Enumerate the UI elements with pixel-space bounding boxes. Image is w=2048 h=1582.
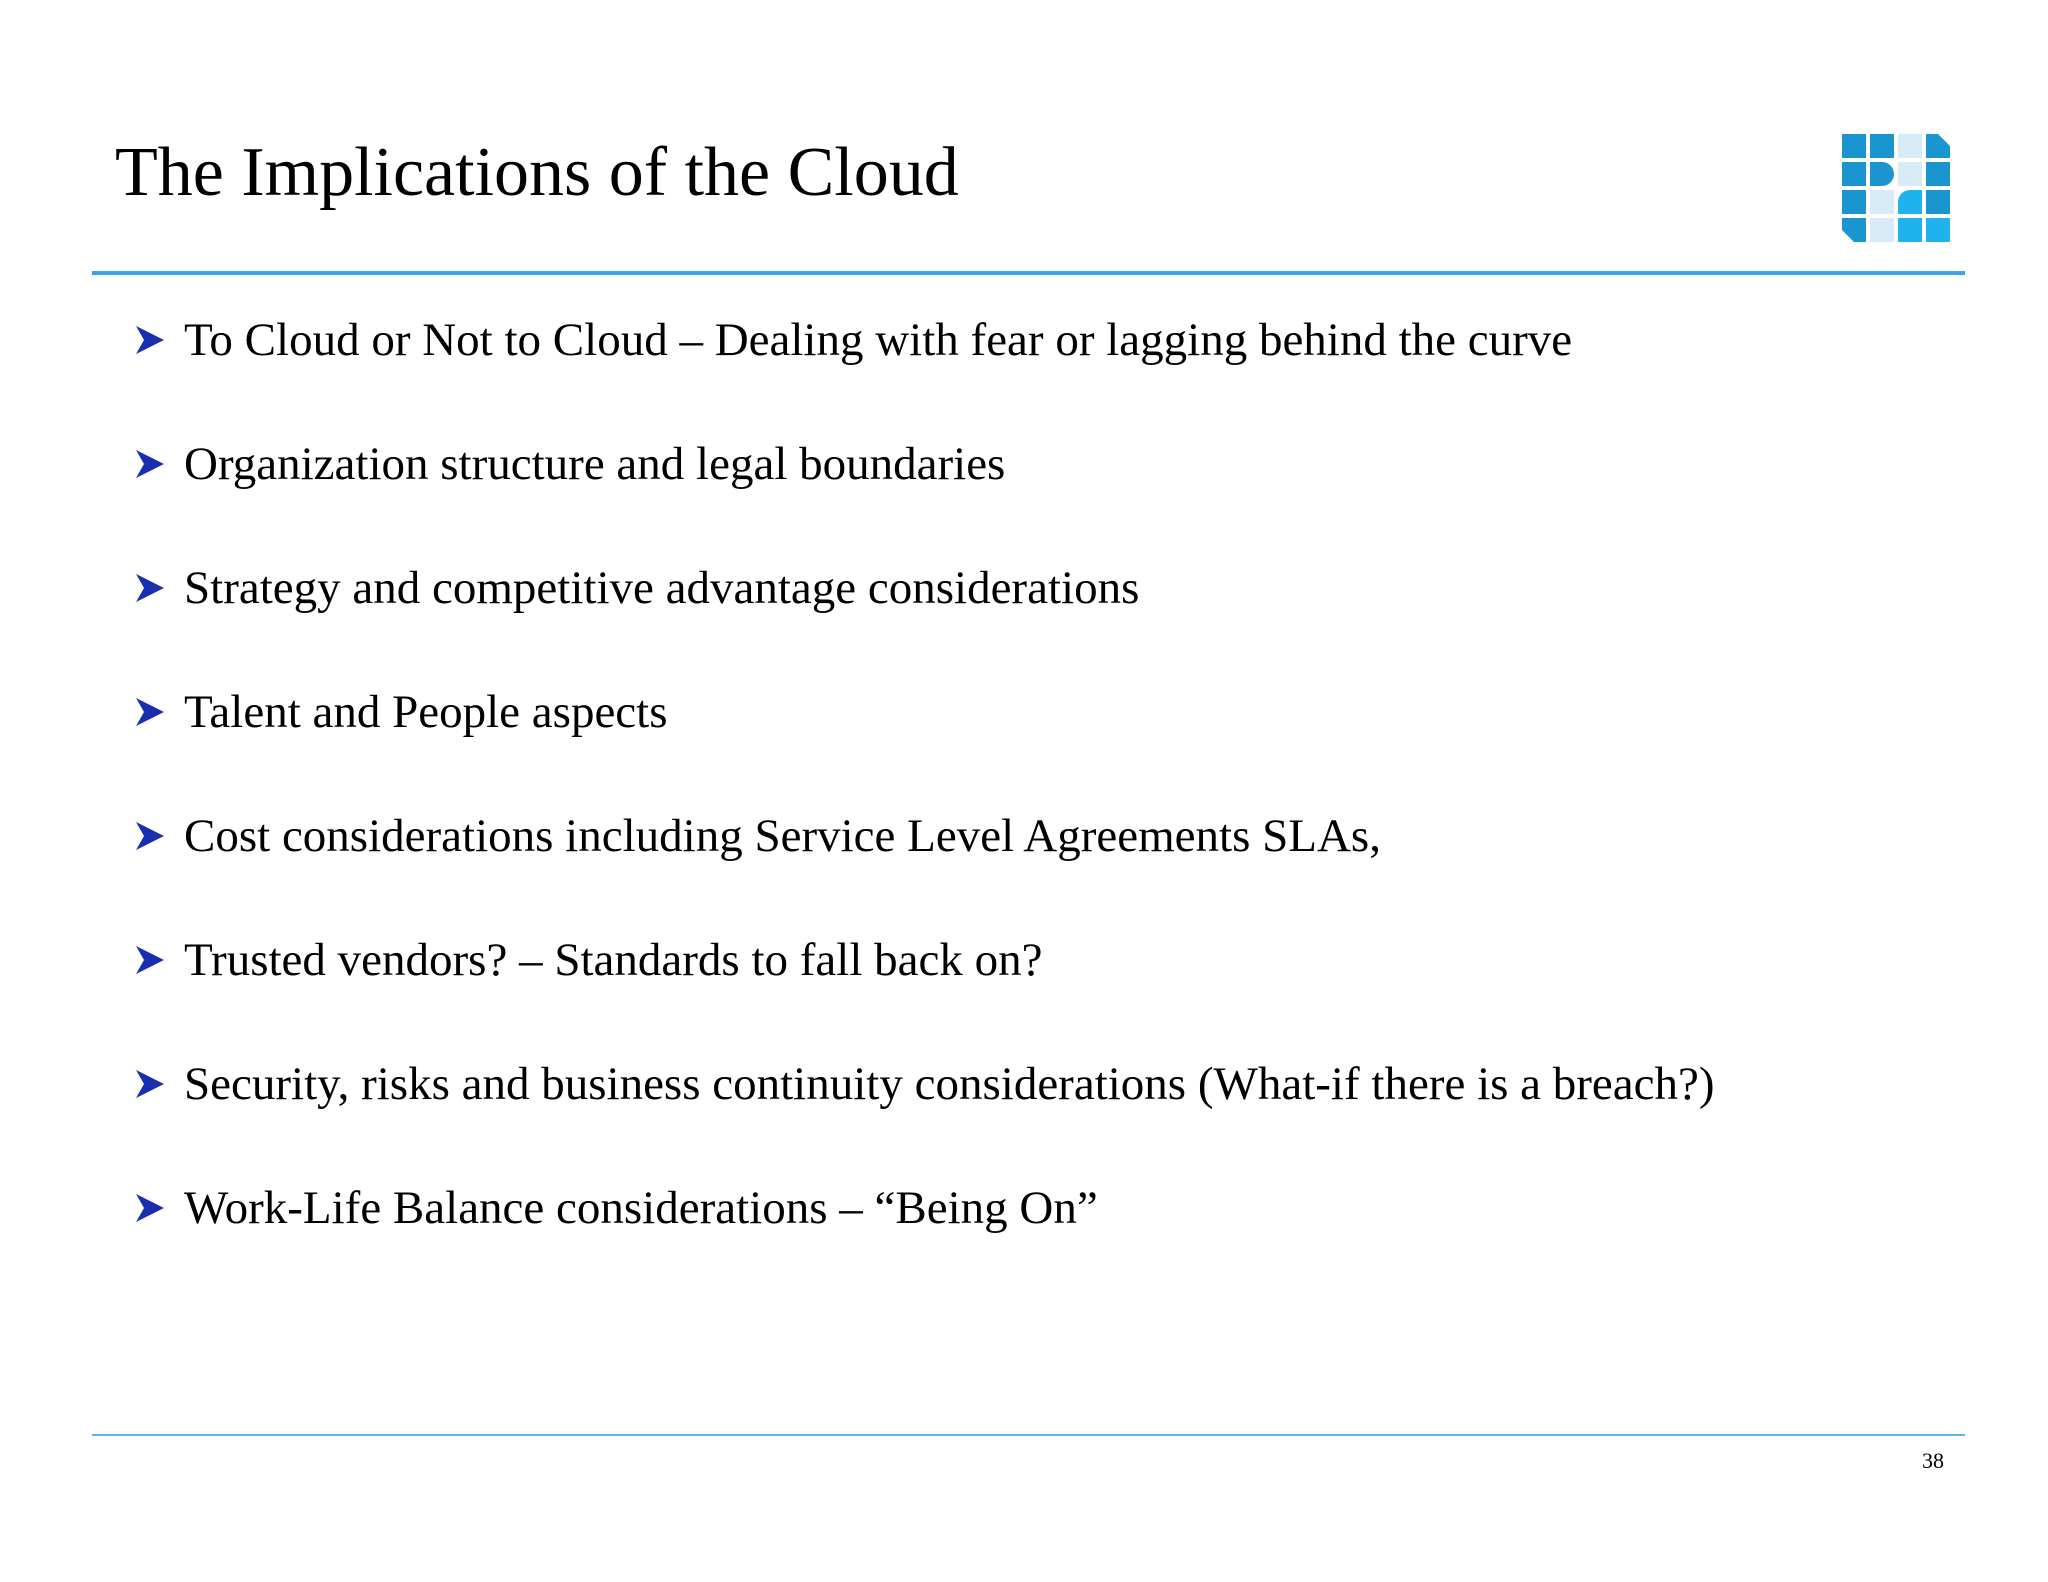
list-item (134, 682, 668, 742)
bullet-text: Security, risks and business continuity considerations (What-if there is a breach?) (184, 1058, 1715, 1110)
list-item (134, 310, 1572, 370)
arrow-bullet-icon (134, 324, 166, 356)
arrow-bullet-icon (134, 448, 166, 480)
bullet-text: Talent and People aspects (184, 686, 668, 738)
title-divider (92, 271, 1965, 275)
arrow-bullet-icon (134, 1068, 166, 1100)
footer-divider (92, 1434, 1965, 1436)
arrow-bullet-icon (134, 696, 166, 728)
list-item (134, 806, 1381, 866)
arrow-bullet-icon (134, 572, 166, 604)
arrow-bullet-icon (134, 1192, 166, 1224)
list-item (134, 434, 1005, 494)
grid-logo-icon (1842, 134, 1950, 242)
bullet-text: Trusted vendors? – Standards to fall back on? (184, 934, 1043, 986)
arrow-bullet-icon (134, 820, 166, 852)
bullet-text: Work-Life Balance considerations – “Being On” (184, 1182, 1098, 1234)
list-item (134, 1054, 1715, 1114)
page-number: 38 (1922, 1448, 1944, 1473)
arrow-bullet-icon (134, 944, 166, 976)
list-item (134, 1178, 1098, 1238)
list-item (134, 558, 1139, 618)
bullet-text: Strategy and competitive advantage considerations (184, 562, 1140, 614)
list-item (134, 930, 1042, 990)
bullet-text: Organization structure and legal boundaries (184, 438, 1006, 490)
slide-title: The Implications of the Cloud (115, 134, 959, 211)
bullet-text: Cost considerations including Service Level Agreements SLAs, (184, 810, 1381, 862)
bullet-text: To Cloud or Not to Cloud – Dealing with fear or lagging behind the curve (184, 314, 1573, 366)
